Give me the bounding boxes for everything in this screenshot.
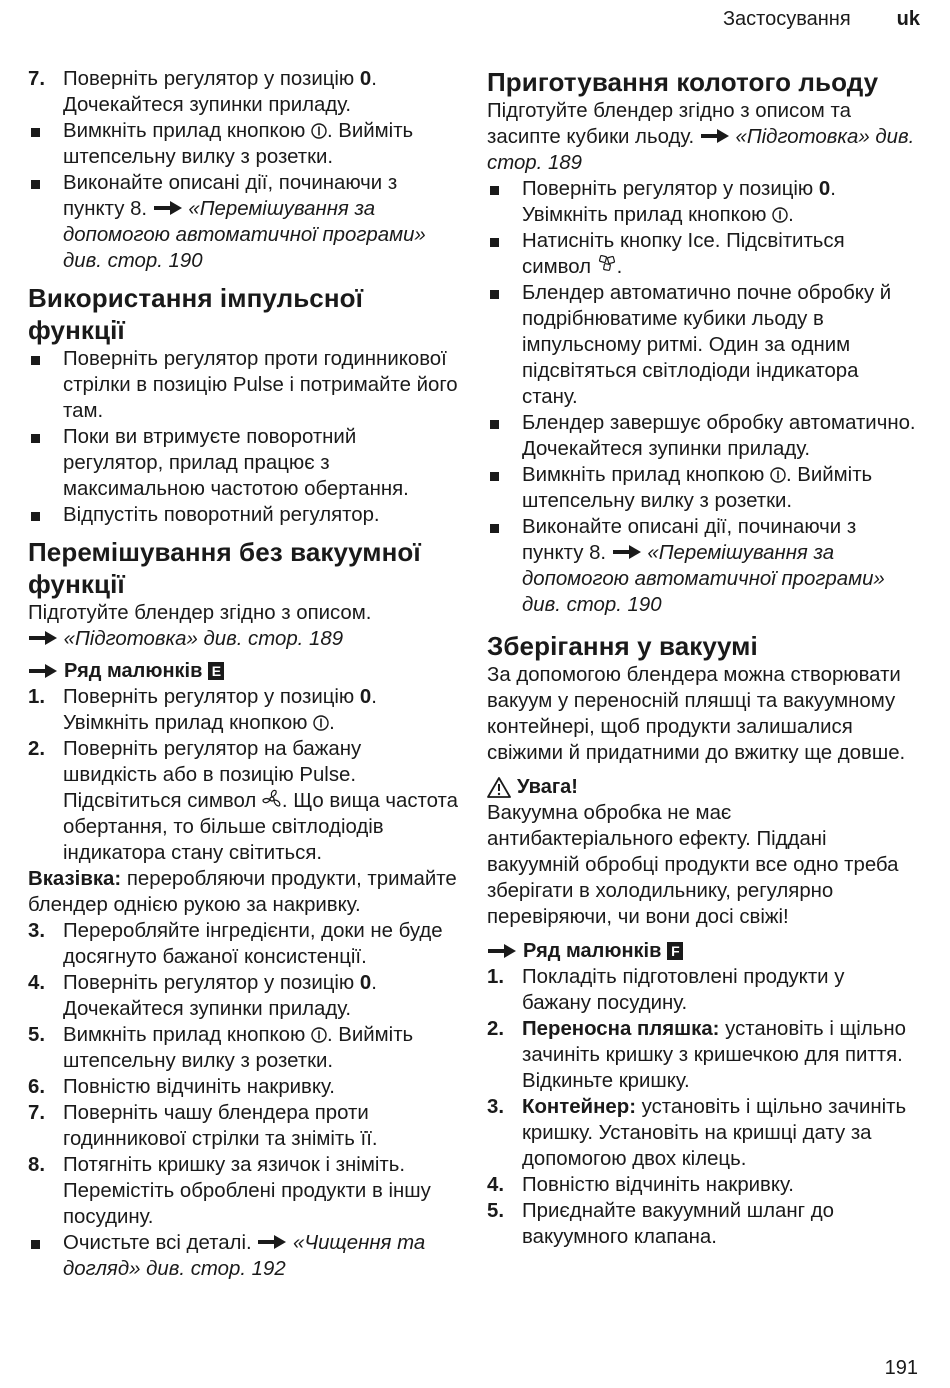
list-item: Відпустіть поворотний регулятор.	[28, 502, 458, 528]
arrow-right-icon	[257, 1234, 287, 1250]
intro-text: За допомогою блендера можна створювати вакуум у переносній пляшці та вакуумному контейнері, щоб продукти залишалися свіжими й придатними до вжитку ще довше.	[487, 664, 906, 764]
step-number: 1.	[28, 686, 46, 708]
bullet-icon	[28, 502, 63, 528]
ice-button-label: Ice	[687, 230, 715, 252]
step-number: 5.	[487, 1200, 505, 1222]
list-item: 6. Повністю відчиніть накривку.	[28, 1076, 335, 1098]
bullet-icon	[487, 462, 522, 514]
section-title: Застосування	[722, 8, 851, 30]
fan-symbol-icon	[262, 788, 282, 810]
arrow-right-icon	[153, 200, 183, 216]
ice-cubes-symbol-icon	[597, 254, 617, 276]
list-item: 1. Покладіть підготовлені продукти у бажану посудину.	[487, 966, 845, 1014]
step-number: 7.	[28, 68, 46, 90]
list-item: 5. Вимкніть прилад кнопкою . Вийміть штепсельну вилку з розетки.	[28, 1024, 414, 1072]
figure-series-label: Ряд малюнків	[64, 660, 203, 682]
page-number: 191	[884, 1357, 918, 1379]
list-item: Очистьте всі деталі. «Чищення та догляд» див. стор. 192	[28, 1230, 458, 1282]
section-heading-no-vacuum: Перемішування без вакуумної функції	[28, 537, 421, 599]
step-number: 4.	[487, 1174, 505, 1196]
list-item: 7. Поверніть регулятор у позицію 0. Дочекайтеся зупинки приладу.	[28, 68, 377, 116]
list-item: Виконайте описані дії, починаючи з пункту 8. «Перемішування за допомогою автоматичної програми» див. стор. 190	[487, 514, 917, 618]
position-value: 0	[359, 68, 372, 90]
power-icon	[772, 204, 788, 224]
power-icon	[313, 712, 329, 732]
list-item: 2. Поверніть регулятор на бажану швидкість або в позицію Pulse. Підсвітиться символ . Що вища частота обертання, то більше світлодіодів індикатора стану світиться.	[28, 738, 458, 864]
page-header	[723, 8, 920, 31]
list-item: Поверніть регулятор у позицію 0. Увімкніть прилад кнопкою .	[487, 176, 917, 228]
step-number: 1.	[487, 966, 505, 988]
power-icon	[770, 464, 786, 484]
step-number: 2.	[28, 738, 46, 760]
bullet-icon	[28, 170, 63, 274]
cross-reference-link[interactable]: «Перемішування за допомогою автоматичної програми» див. стор. 190	[522, 542, 885, 616]
intro-text: Підготуйте блендер згідно з описом та засипте кубики льоду. «Підготовка» див. стор. 189	[487, 100, 915, 174]
list-item: 2. Переносна пляшка: установіть і щільно зачиніть кришку з кришечкою для пиття. Відкиньте кришку.	[487, 1018, 906, 1092]
step-number: 3.	[487, 1096, 505, 1118]
step-number: 7.	[28, 1102, 46, 1124]
arrow-right-icon	[612, 544, 642, 560]
list-item: 4. Поверніть регулятор у позицію 0. Дочекайтеся зупинки приладу.	[28, 972, 377, 1020]
bullet-icon	[487, 410, 522, 462]
pulse-label: Pulse	[232, 374, 284, 396]
language-code: uk	[896, 8, 920, 30]
bullet-icon	[487, 176, 522, 228]
list-item: 8. Потягніть кришку за язичок і зніміть. Перемістіть оброблені продукти в іншу посудину.	[28, 1154, 431, 1228]
figure-series-reference	[28, 658, 458, 684]
list-item: Вимкніть прилад кнопкою . Вийміть штепсельну вилку з розетки.	[28, 118, 458, 170]
bullet-icon	[487, 228, 522, 280]
list-item: 5. Приєднайте вакуумний шланг до вакуумного клапана.	[487, 1200, 834, 1248]
section-heading-crushed-ice: Приготування колотого льоду	[487, 67, 879, 97]
step-number: 3.	[28, 920, 46, 942]
list-item: Натисніть кнопку Ice. Підсвітиться символ .	[487, 228, 917, 280]
bullet-icon	[28, 118, 63, 170]
note-label: Вказівка:	[28, 868, 122, 890]
right-column	[487, 66, 917, 1250]
arrow-right-icon	[700, 128, 730, 144]
figure-letter-box: E	[208, 662, 224, 680]
intro-text: Підготуйте блендер згідно з описом.	[28, 602, 372, 624]
warning-triangle-icon	[487, 776, 511, 798]
list-item: Поки ви втримуєте поворотний регулятор, прилад працює з максимальною частотою обертання.	[28, 424, 458, 502]
bullet-icon	[28, 1230, 63, 1282]
section-heading-vacuum-storage: Зберігання у вакуумі	[487, 631, 758, 661]
list-item: Блендер завершує обробку автоматично. Дочекайтеся зупинки приладу.	[487, 410, 917, 462]
figure-series-reference	[487, 938, 917, 964]
bullet-icon	[487, 280, 522, 410]
step-number: 4.	[28, 972, 46, 994]
list-item: Поверніть регулятор проти годинникової стрілки в позицію Pulse і потримайте його там.	[28, 346, 458, 424]
step-number: 6.	[28, 1076, 46, 1098]
list-item: Виконайте описані дії, починаючи з пункту 8. «Перемішування за допомогою автоматичної програми» див. стор. 190	[28, 170, 458, 274]
figure-letter-box: F	[667, 942, 683, 960]
warning-text: Вакуумна обробка не має антибактеріального ефекту. Піддані вакуумній обробці продукти все одно треба зберігати в холодильнику, регулярно перевіряючи, чи вони досі свіжі!	[487, 802, 899, 928]
list-item: 3. Переробляйте інгредієнти, доки не буде досягнуто бажаної консистенції.	[28, 920, 443, 968]
list-item: 3. Контейнер: установіть і щільно зачиніть кришку. Установіть на кришці дату за допомогою двох кілець.	[487, 1096, 907, 1170]
cross-reference-link[interactable]: «Підготовка» див. стор. 189	[487, 126, 915, 174]
bullet-icon	[487, 514, 522, 618]
list-item: Вимкніть прилад кнопкою . Вийміть штепсельну вилку з розетки.	[487, 462, 917, 514]
list-item: 7. Поверніть чашу блендера проти годинникової стрілки та зніміть її.	[28, 1102, 378, 1150]
section-heading-pulse: Використання імпульсної функції	[28, 283, 364, 345]
step-number: 5.	[28, 1024, 46, 1046]
cross-reference-link[interactable]: «Підготовка» див. стор. 189	[63, 628, 344, 650]
step-number: 8.	[28, 1154, 46, 1176]
note-text: Вказівка: переробляючи продукти, тримайте блендер однією рукою за накривку.	[28, 868, 457, 916]
figure-series-label: Ряд малюнків	[523, 940, 662, 962]
power-icon	[311, 120, 327, 140]
arrow-right-icon	[28, 663, 58, 679]
arrow-right-icon	[28, 630, 58, 646]
warning-heading	[487, 774, 917, 800]
warning-label: Увага!	[517, 776, 578, 798]
bullet-icon	[28, 424, 63, 502]
arrow-right-icon	[487, 943, 517, 959]
bullet-icon	[28, 346, 63, 424]
left-column	[28, 66, 458, 1282]
list-item: Блендер автоматично почне обробку й подрібнюватиме кубики льоду в імпульсному ритмі. Один за одним підсвітяться світлодіоди індикатора стану.	[487, 280, 917, 410]
power-icon	[311, 1024, 327, 1044]
cross-reference-link[interactable]: «Перемішування за допомогою автоматичної програми» див. стор. 190	[63, 198, 426, 272]
cross-reference-link[interactable]: «Чищення та догляд» див. стор. 192	[63, 1232, 426, 1280]
list-item: 1. Поверніть регулятор у позицію 0. Увімкніть прилад кнопкою .	[28, 686, 377, 734]
list-item: 4. Повністю відчиніть накривку.	[487, 1174, 794, 1196]
intro-reference	[28, 626, 458, 652]
step-number: 2.	[487, 1018, 505, 1040]
